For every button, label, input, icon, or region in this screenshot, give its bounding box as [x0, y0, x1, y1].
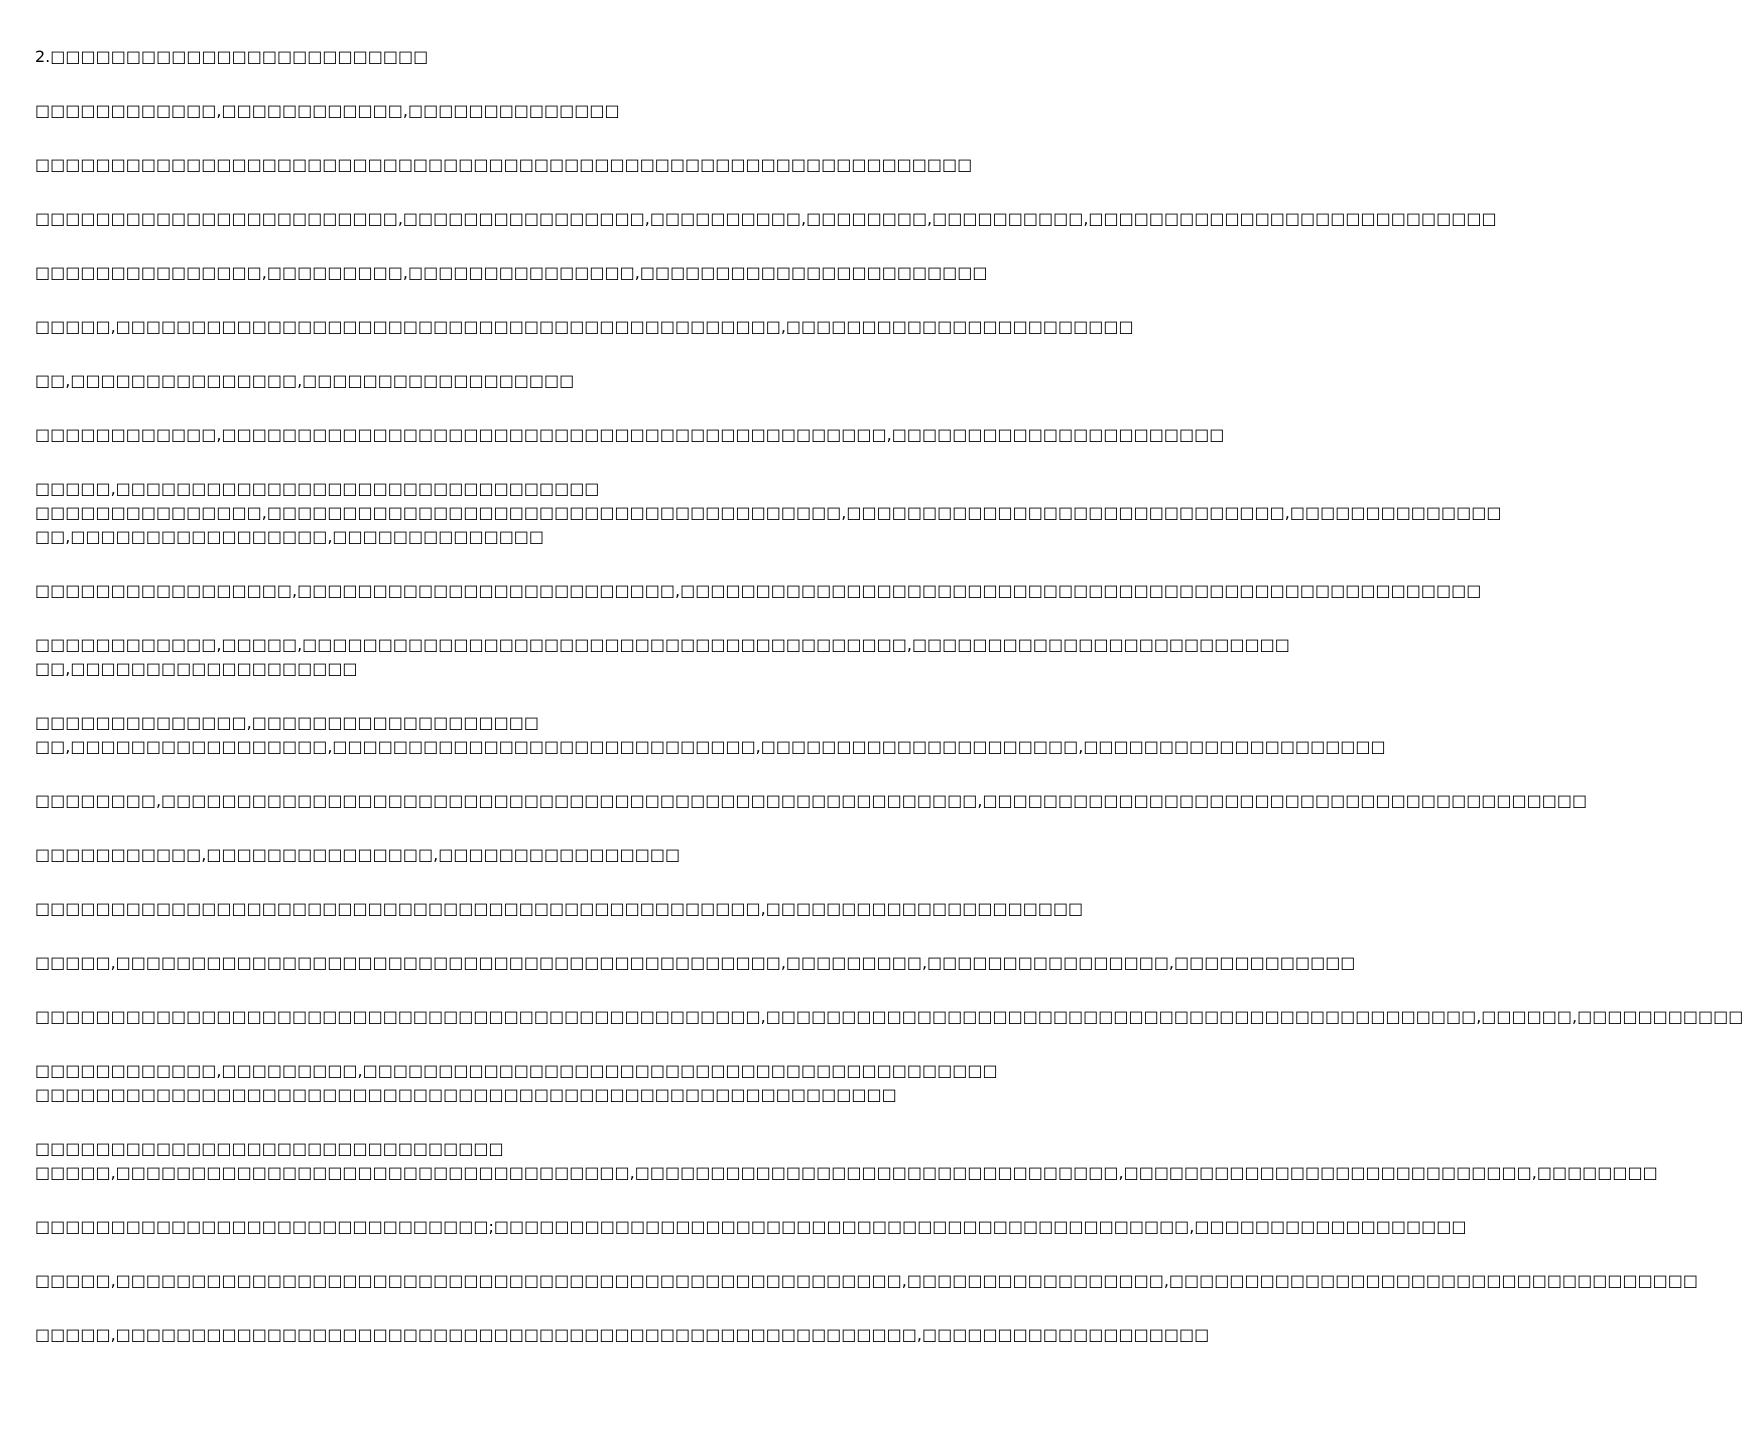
- paragraph-line: □□□□□,□□□□□□□□□□□□□□□□□□□□□□□□□□□□□□□□: [35, 479, 600, 498]
- heading-text: 2.□□□□□□□□□□□□□□□□□□□□□□□□□: [35, 47, 429, 66]
- paragraph: [35, 99, 990, 123]
- paragraph: [35, 951, 1356, 975]
- paragraph-line: □□□□□,□□□□□□□□□□□□□□□□□□□□□□□□□□□□□□□□□□□□□□□□□□□□□□□□□□□□,□□□□□□□□□□□□□□□□□,□□□□□□□□□□□□□□□□□□□□□□□□□□□□□□□□□□□: [35, 1271, 1699, 1290]
- paragraph-line: □□,□□□□□□□□□□□□□□□□□□□: [35, 659, 358, 678]
- paragraph: [35, 711, 1386, 759]
- document-body: [35, 45, 1743, 1425]
- paragraph-line: □□□□□□□□□□□,□□□□□□□□□□□□□□□,□□□□□□□□□□□□□□□□: [35, 845, 681, 864]
- paragraph-line: □□□□□□□□□□□□,□□□□□□□□□□□□,□□□□□□□□□□□□□□: [35, 101, 620, 120]
- paragraph-line: □□□□□□□□□□□□□□□□□□□□□□□□□□□□□□□□□□□□□□□□□□□□□□□□□□□□□□□□□: [35, 1085, 897, 1104]
- paragraph-line: □□□□□□□□□□□□,□□□□□□□□□□□□□□□□□□□□□□□□□□□□□□□□□□□□□□□□□□□□,□□□□□□□□□□□□□□□□□□□□□□: [35, 425, 1225, 444]
- paragraph-line: □□□□□□□□□□□□□□□□□□□□□□□□□□□□□□□□□□□□□□□□□□□□□□□□□□□□□□□□□□□□□□: [35, 155, 973, 174]
- paragraph-line: □□□□□□□□□□□□□□□□□□□□□□□□,□□□□□□□□□□□□□□□□,□□□□□□□□□□,□□□□□□□□,□□□□□□□□□□,□□□□□□□□□□□□□□□□□□□□□□□□□□□: [35, 209, 1497, 228]
- paragraph: [35, 1215, 1467, 1239]
- paragraph-line: □□□□□,□□□□□□□□□□□□□□□□□□□□□□□□□□□□□□□□□□□□□□□□□□□□,□□□□□□□□□□□□□□□□□□□□□□□: [35, 317, 1134, 336]
- paragraph-line: □□□□□□□□,□□□□□□□□□□□□□□□□□□□□□□□□□□□□□□□□□□□□□□□□□□□□□□□□□□□□□□,□□□□□□□□□□□□□□□□□□□□□□□□□□□□□□□□□□□□□□□□: [35, 791, 1588, 810]
- paragraph-line: □□,□□□□□□□□□□□□□□□□□,□□□□□□□□□□□□□□□□□□□□□□□□□□□□,□□□□□□□□□□□□□□□□□□□□□,□□□□□□□□□□□□□□□□□□□□: [35, 737, 1386, 756]
- paragraph: [35, 369, 990, 393]
- paragraph-line: □□□□□□□□□□□□,□□□□□□□□□,□□□□□□□□□□□□□□□□□□□□□□□□□□□□□□□□□□□□□□□□□□: [35, 1061, 998, 1080]
- paragraph: [35, 1323, 1210, 1347]
- paragraph: [35, 633, 1290, 681]
- paragraph: [35, 153, 990, 177]
- paragraph: [35, 789, 1588, 813]
- paragraph: [35, 1059, 998, 1107]
- paragraph-line: □□□□□□□□□□□□□□,□□□□□□□□□□□□□□□□□□□: [35, 713, 539, 732]
- paragraph: [35, 897, 1084, 921]
- paragraph-line: □□□□□□□□□□□□□□□□□□□□□□□□□□□□□□;□□□□□□□□□□□□□□□□□□□□□□□□□□□□□□□□□□□□□□□□□□□□□□,□□□□□□□□□□□□□□□□□□: [35, 1217, 1467, 1236]
- paragraph: [35, 1137, 1658, 1185]
- paragraph-line: □□□□□□□□□□□□□□□□□□□□□□□□□□□□□□□□□□□□□□□□□□□□□□□□,□□□□□□□□□□□□□□□□□□□□□: [35, 899, 1084, 918]
- paragraph-line: □□□□□,□□□□□□□□□□□□□□□□□□□□□□□□□□□□□□□□□□□□□□□□□□□□□□□□□□□□□,□□□□□□□□□□□□□□□□□□□: [35, 1325, 1210, 1344]
- paragraph-line: □□□□□□□□□□□□,□□□□□,□□□□□□□□□□□□□□□□□□□□□□□□□□□□□□□□□□□□□□□□,□□□□□□□□□□□□□□□□□□□□□□□□□: [35, 635, 1290, 654]
- paragraph-line: □□□□□,□□□□□□□□□□□□□□□□□□□□□□□□□□□□□□□□□□□□□□□□□□□□,□□□□□□□□□,□□□□□□□□□□□□□□□□,□□□□□□□□□□□□: [35, 953, 1356, 972]
- paragraph-line: □□,□□□□□□□□□□□□□□□,□□□□□□□□□□□□□□□□□□: [35, 371, 575, 390]
- paragraph: [35, 843, 990, 867]
- paragraph: [35, 1005, 1743, 1029]
- section-heading: [35, 45, 990, 69]
- paragraph-line: □□,□□□□□□□□□□□□□□□□□,□□□□□□□□□□□□□□: [35, 527, 545, 546]
- paragraph: [35, 315, 1134, 339]
- paragraph: [35, 1269, 1699, 1293]
- paragraph-line: □□□□□,□□□□□□□□□□□□□□□□□□□□□□□□□□□□□□□□□□,□□□□□□□□□□□□□□□□□□□□□□□□□□□□□□□□,□□□□□□□□□□□□□□□□□□□□□□□□□□□,□□□□□□□□: [35, 1163, 1658, 1182]
- paragraph: [35, 423, 1225, 447]
- paragraph: [35, 261, 990, 285]
- paragraph: [35, 579, 1482, 603]
- paragraph-line: □□□□□□□□□□□□□□□□□,□□□□□□□□□□□□□□□□□□□□□□□□□,□□□□□□□□□□□□□□□□□□□□□□□□□□□□□□□□□□□□□□□□□□□□□□□□□□□□□: [35, 581, 1482, 600]
- paragraph-line: □□□□□□□□□□□□□□□□□□□□□□□□□□□□□□□□□□□□□□□□□□□□□□□□,□□□□□□□□□□□□□□□□□□□□□□□□□□□□□□□□□□□□□□□□□□□□□□□,□□□□□□,□□□□□□□□□□□: [35, 1007, 1743, 1026]
- paragraph: [35, 207, 1497, 231]
- paragraph-line: □□□□□□□□□□□□□□□□□□□□□□□□□□□□□□□: [35, 1139, 504, 1158]
- paragraph: [35, 477, 1502, 549]
- paragraph-line: □□□□□□□□□□□□□□□,□□□□□□□□□,□□□□□□□□□□□□□□□,□□□□□□□□□□□□□□□□□□□□□□□: [35, 263, 988, 282]
- paragraph-line: □□□□□□□□□□□□□□□,□□□□□□□□□□□□□□□□□□□□□□□□□□□□□□□□□□□□□□,□□□□□□□□□□□□□□□□□□□□□□□□□□□□□,□□□□□□□□□□□□□□: [35, 503, 1502, 522]
